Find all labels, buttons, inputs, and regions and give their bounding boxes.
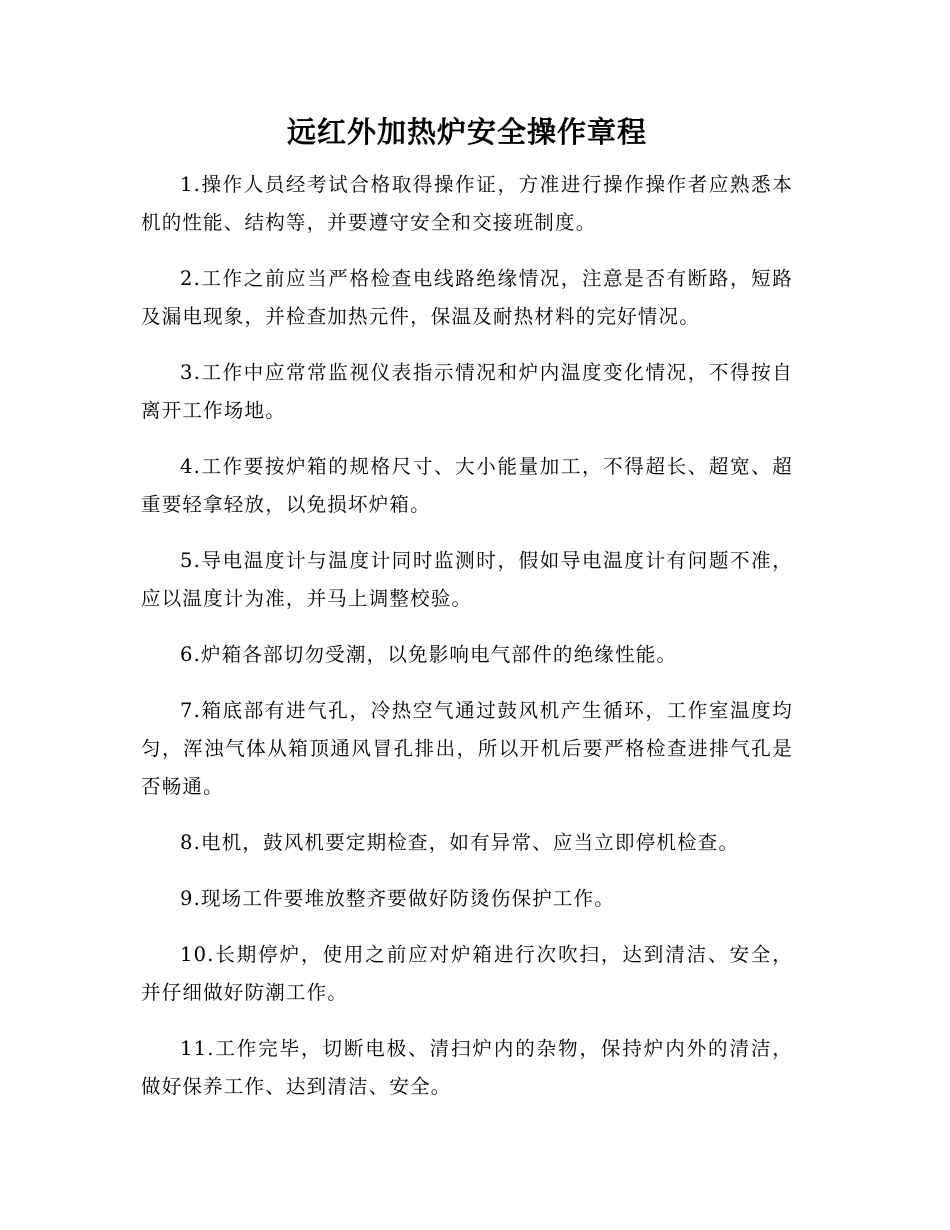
paragraph-10: 10.长期停炉，使用之前应对炉箱进行次吹扫，达到清洁、安全，并仔细做好防潮工作。 — [141, 943, 793, 1004]
paragraph-5: 5.导电温度计与温度计同时监测时，假如导电温度计有问题不准，应以温度计为准，并马上调整校验。 — [141, 549, 793, 610]
paragraph-3: 3.工作中应常常监视仪表指示情况和炉内温度变化情况，不得按自离开工作场地。 — [141, 361, 793, 422]
paragraph-6: 6.炉箱各部切勿受潮，以免影响电气部件的绝缘性能。 — [180, 643, 678, 666]
document-body — [141, 106, 793, 1124]
page-title: 远红外加热炉安全操作章程 — [286, 115, 647, 149]
paragraph-9: 9.现场工件要堆放整齐要做好防烫伤保护工作。 — [180, 887, 616, 910]
paragraph-8: 8.电机，鼓风机要定期检查，如有异常、应当立即停机检查。 — [180, 831, 740, 854]
paragraph-4: 4.工作要按炉箱的规格尺寸、大小能量加工，不得超长、超宽、超重要轻拿轻放，以免损坏炉箱。 — [141, 455, 793, 516]
paragraph-2: 2.工作之前应当严格检查电线路绝缘情况，注意是否有断路，短路及漏电现象，并检查加热元件，保温及耐热材料的完好情况。 — [141, 267, 793, 328]
paragraph-1: 1.操作人员经考试合格取得操作证，方准进行操作操作者应熟悉本机的性能、结构等，并要遵守安全和交接班制度。 — [141, 173, 793, 234]
paragraph-7: 7.箱底部有进气孔，冷热空气通过鼓风机产生循环，工作室温度均匀，浑浊气体从箱顶通风冒孔排出，所以开机后要严格检查进排气孔是否畅通。 — [141, 699, 793, 798]
paragraph-11: 11.工作完毕，切断电极、清扫炉内的杂物，保持炉内外的清洁，做好保养工作、达到清洁、安全。 — [141, 1037, 793, 1098]
